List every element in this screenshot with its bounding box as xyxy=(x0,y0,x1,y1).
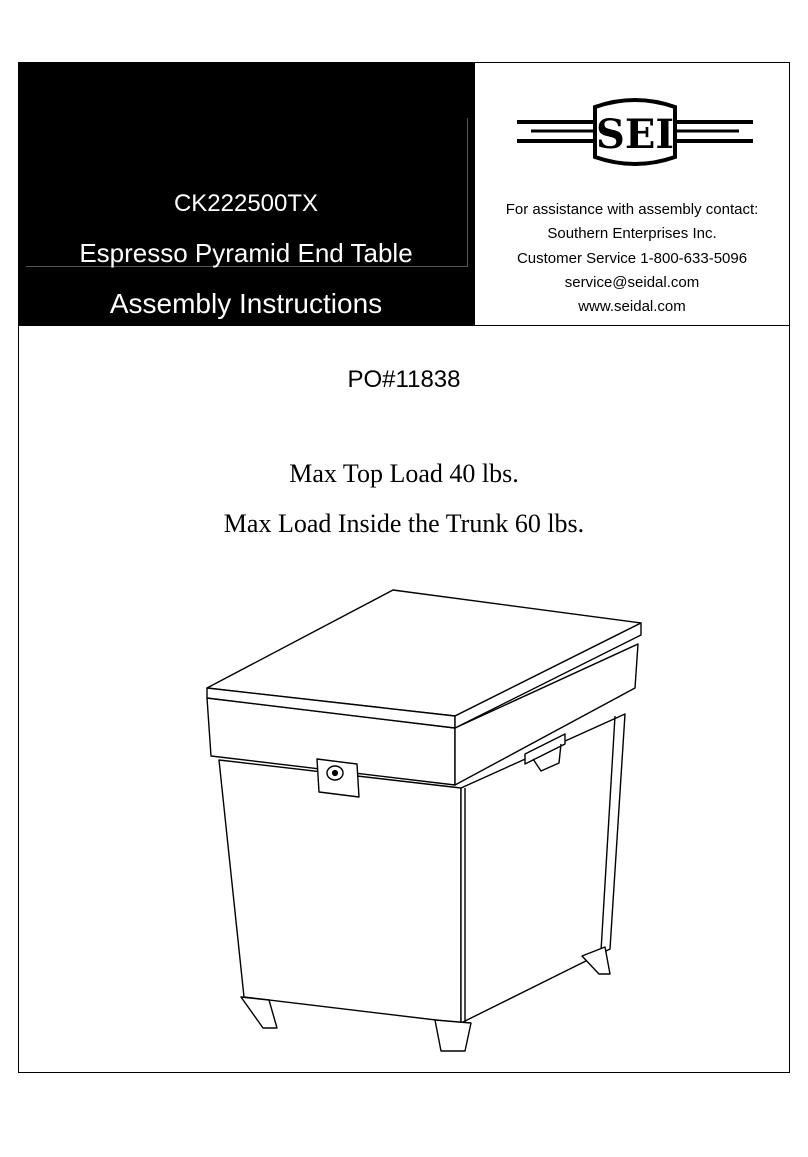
sei-logo xyxy=(515,93,755,173)
max-top-load: Max Top Load 40 lbs. xyxy=(289,459,519,488)
po-number: PO#11838 xyxy=(347,366,461,393)
document-title: Assembly Instructions xyxy=(109,288,383,319)
email-address: service@seidal.com xyxy=(564,274,700,291)
end-table-illustration xyxy=(19,326,791,1074)
model-number: CK222500TX xyxy=(173,190,319,217)
title-block xyxy=(18,62,474,326)
company-name: Southern Enterprises Inc. xyxy=(547,225,717,242)
product-name: Espresso Pyramid End Table xyxy=(79,238,413,268)
svg-text:SEI: SEI xyxy=(595,111,675,158)
main-content-box xyxy=(18,325,790,1073)
contact-intro: For assistance with assembly contact: xyxy=(505,201,759,218)
contact-box xyxy=(474,62,790,326)
website-url: www.seidal.com xyxy=(578,298,686,315)
phone-number: Customer Service 1-800-633-5096 xyxy=(516,250,748,267)
max-trunk-load: Max Load Inside the Trunk 60 lbs. xyxy=(223,509,585,538)
